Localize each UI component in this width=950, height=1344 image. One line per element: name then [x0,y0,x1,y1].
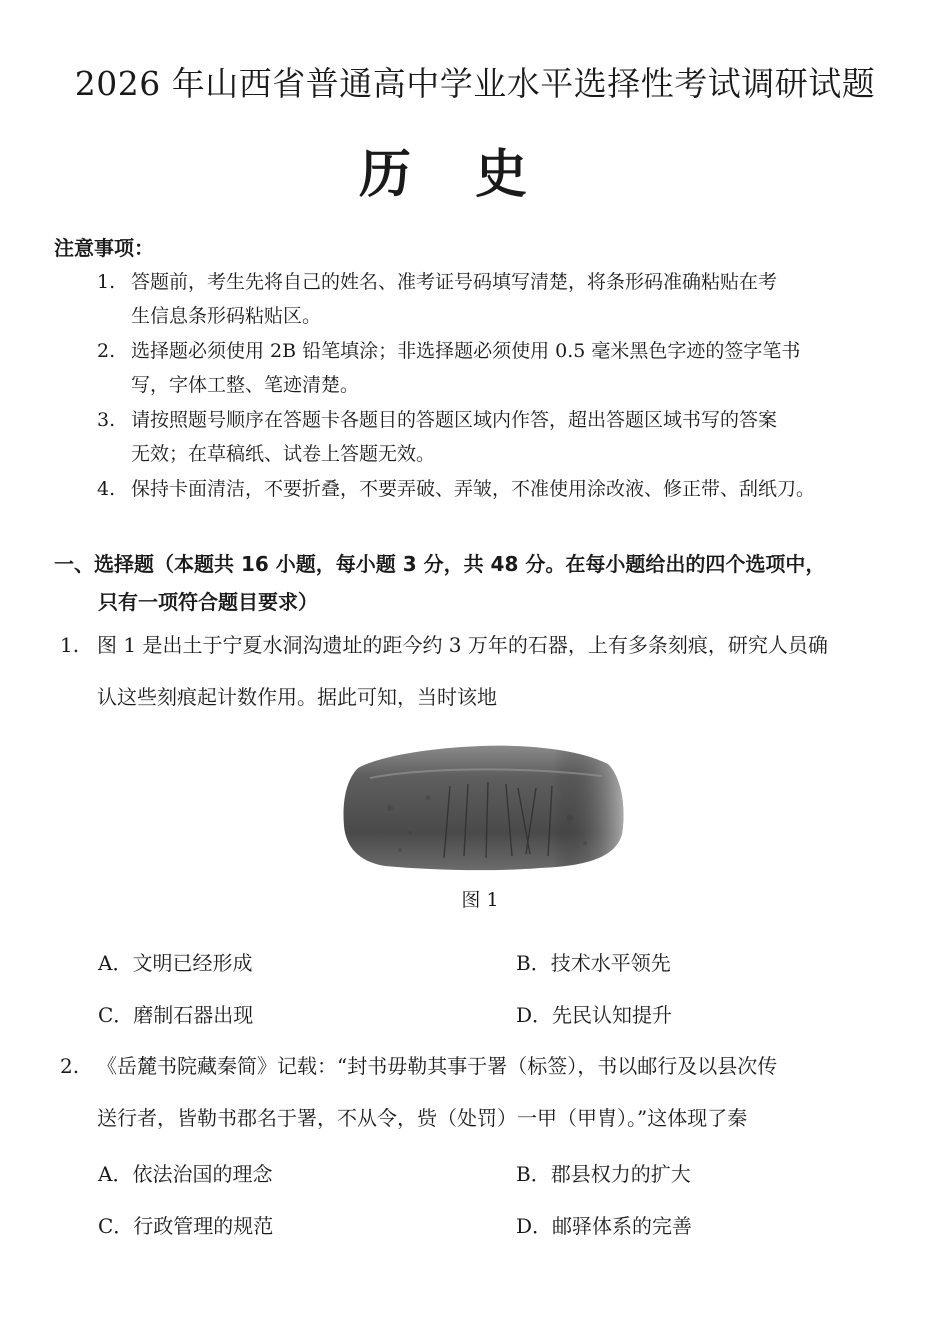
note-number: 1. [97,271,116,293]
question-1-stem [60,619,894,723]
question-text: 送行者，皆勒书郡名于署，不从令，赀（处罚）一甲（甲胄）。”这体现了秦 [97,1106,748,1130]
stone-artifact-image [340,738,626,874]
note-item [97,472,897,506]
figure-caption: 图 1 [461,889,499,911]
question-text: 图 1 是出土于宁夏水洞沟遗址的距今约 3 万年的石器，上有多条刻痕，研究人员确 [97,633,828,657]
exam-title: 2026 年山西省普通高中学业水平选择性考试调研试题 [74,64,876,103]
note-text: 无效；在草稿纸、试卷上答题无效。 [131,443,436,465]
option-c[interactable]: C．磨制石器出现 [98,1003,254,1027]
option-a[interactable]: A．文明已经形成 [98,951,253,975]
section-heading-line: 只有一项符合题目要求） [98,590,318,614]
notes-heading: 注意事项： [54,236,154,260]
note-item [97,265,897,333]
question-number: 1. [60,633,80,657]
option-d[interactable]: D．先民认知提升 [516,1003,673,1027]
note-text: 答题前，考生先将自己的姓名、准考证号码填写清楚，将条形码准确粘贴在考 [131,271,778,293]
section-heading [54,545,894,621]
option-b[interactable]: B．郡县权力的扩大 [516,1162,691,1186]
note-number: 4. [97,478,116,500]
section-heading-line: 一、选择题（本题共 16 小题，每小题 3 分，共 48 分。在每小题给出的四个选项中， [54,552,826,576]
note-text: 选择题必须使用 2B 铅笔填涂；非选择题必须使用 0.5 毫米黑色字迹的签字笔书 [131,340,801,362]
subject-title: 历史 [358,145,591,205]
option-a[interactable]: A．依法治国的理念 [98,1162,273,1186]
question-text: 《岳麓书院藏秦简》记载：“封书毋勒其事于署（标签），书以邮行及以县次传 [97,1054,778,1078]
note-text: 保持卡面清洁，不要折叠，不要弄破、弄皱，不准使用涂改液、修正带、刮纸刀。 [131,478,816,500]
note-item [97,334,897,402]
note-number: 2. [97,340,116,362]
option-d[interactable]: D．邮驿体系的完善 [516,1214,693,1238]
note-item [97,403,897,471]
note-text: 生信息条形码粘贴区。 [131,305,322,327]
question-number: 2. [60,1054,80,1078]
note-text: 写，字体工整、笔迹清楚。 [131,374,360,396]
note-number: 3. [97,409,116,431]
note-text: 请按照题号顺序在答题卡各题目的答题区域内作答，超出答题区域书写的答案 [131,409,778,431]
question-2-stem [60,1040,894,1144]
option-b[interactable]: B．技术水平领先 [516,951,671,975]
option-c[interactable]: C．行政管理的规范 [98,1214,274,1238]
question-text: 认这些刻痕起计数作用。据此可知，当时该地 [97,685,497,709]
